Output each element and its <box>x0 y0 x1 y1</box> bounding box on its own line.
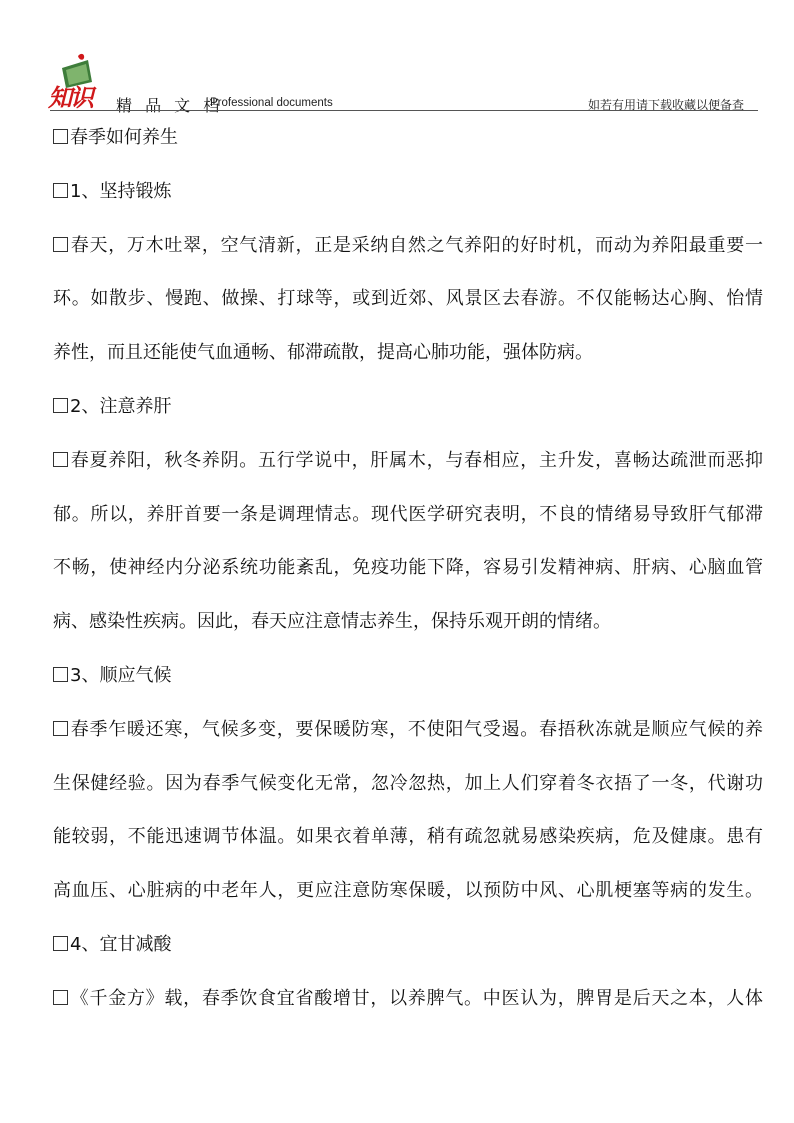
text-line <box>53 819 763 855</box>
checkbox-glyph-icon <box>53 721 68 736</box>
brand-subtitle: Professional documents <box>210 97 333 109</box>
checkbox-glyph-icon <box>53 990 68 1005</box>
line-text: 春夏养阳，秋冬养阴。五行学说中，肝属木，与春相应，主升发，喜畅达疏泄而恶抑 <box>70 449 763 471</box>
text-line <box>53 281 763 317</box>
line-text: 环。如散步、慢跑、做操、打球等，或到近郊、风景区去春游。不仅能畅达心胸、怡情 <box>53 288 763 310</box>
line-text: 春季乍暖还寒，气候多变，要保暖防寒，不使阳气受遏。春捂秋冻就是顺应气候的养 <box>70 718 763 740</box>
download-note: 如若有用请下载收藏以便备查 <box>587 98 744 112</box>
line-text: 春天，万木吐翠，空气清新，正是采纳自然之气养阳的好时机，而动为养阳最重要一 <box>70 234 763 256</box>
line-text: 春季如何养生 <box>70 127 178 148</box>
checkbox-glyph-icon <box>53 129 68 144</box>
document-body <box>53 120 763 1035</box>
text-line <box>53 712 763 748</box>
brand-title: 精 品 文 档 <box>116 96 224 115</box>
checkbox-glyph-icon <box>53 237 68 252</box>
line-text: 郁。所以，养肝首要一条是调理情志。现代医学研究表明，不良的情绪易导致肝气郁滞 <box>53 503 763 525</box>
line-text: 3、顺应气候 <box>70 664 172 686</box>
text-line <box>53 389 763 425</box>
text-line <box>53 443 763 479</box>
text-line <box>53 927 763 963</box>
checkbox-glyph-icon <box>53 936 68 951</box>
text-line <box>53 497 763 533</box>
line-text: 高血压、心脏病的中老年人，更应注意防寒保暖，以预防中风、心肌梗塞等病的发生。 <box>53 880 763 902</box>
checkbox-glyph-icon <box>53 452 68 467</box>
text-line <box>53 335 763 371</box>
logo-text: 知识 <box>48 83 92 112</box>
checkbox-glyph-icon <box>53 398 68 413</box>
line-text: 病、感染性疾病。因此，春天应注意情志养生，保持乐观开朗的情绪。 <box>53 611 611 633</box>
text-line <box>53 604 763 640</box>
header-divider <box>50 110 758 111</box>
logo-dot <box>78 54 84 60</box>
line-text: 《千金方》载，春季饮食宜省酸增甘，以养脾气。中医认为，脾胃是后天之本，人体 <box>70 987 763 1009</box>
line-text: 2、注意养肝 <box>70 395 172 417</box>
text-line <box>53 873 763 909</box>
line-text: 能较弱，不能迅速调节体温。如果衣着单薄，稍有疏忽就易感染疾病，危及健康。患有 <box>53 826 763 848</box>
text-line <box>53 766 763 802</box>
line-text: 1、坚持锻炼 <box>70 180 172 202</box>
line-text: 4、宜甘减酸 <box>70 933 172 955</box>
line-text: 养性，而且还能使气血通畅、郁滞疏散，提高心肺功能，强体防病。 <box>53 342 593 364</box>
text-line <box>53 981 763 1017</box>
checkbox-glyph-icon <box>53 183 68 198</box>
text-line <box>53 550 763 586</box>
text-line <box>53 658 763 694</box>
line-text: 生保健经验。因为春季气候变化无常，忽冷忽热，加上人们穿着冬衣捂了一冬，代谢功 <box>53 772 763 794</box>
checkbox-glyph-icon <box>53 667 68 682</box>
line-text: 不畅，使神经内分泌系统功能紊乱，免疫功能下降，容易引发精神病、肝病、心脑血管 <box>53 557 763 579</box>
text-line <box>53 174 763 210</box>
text-line <box>53 120 763 156</box>
page-header <box>0 0 794 115</box>
text-line <box>53 228 763 264</box>
